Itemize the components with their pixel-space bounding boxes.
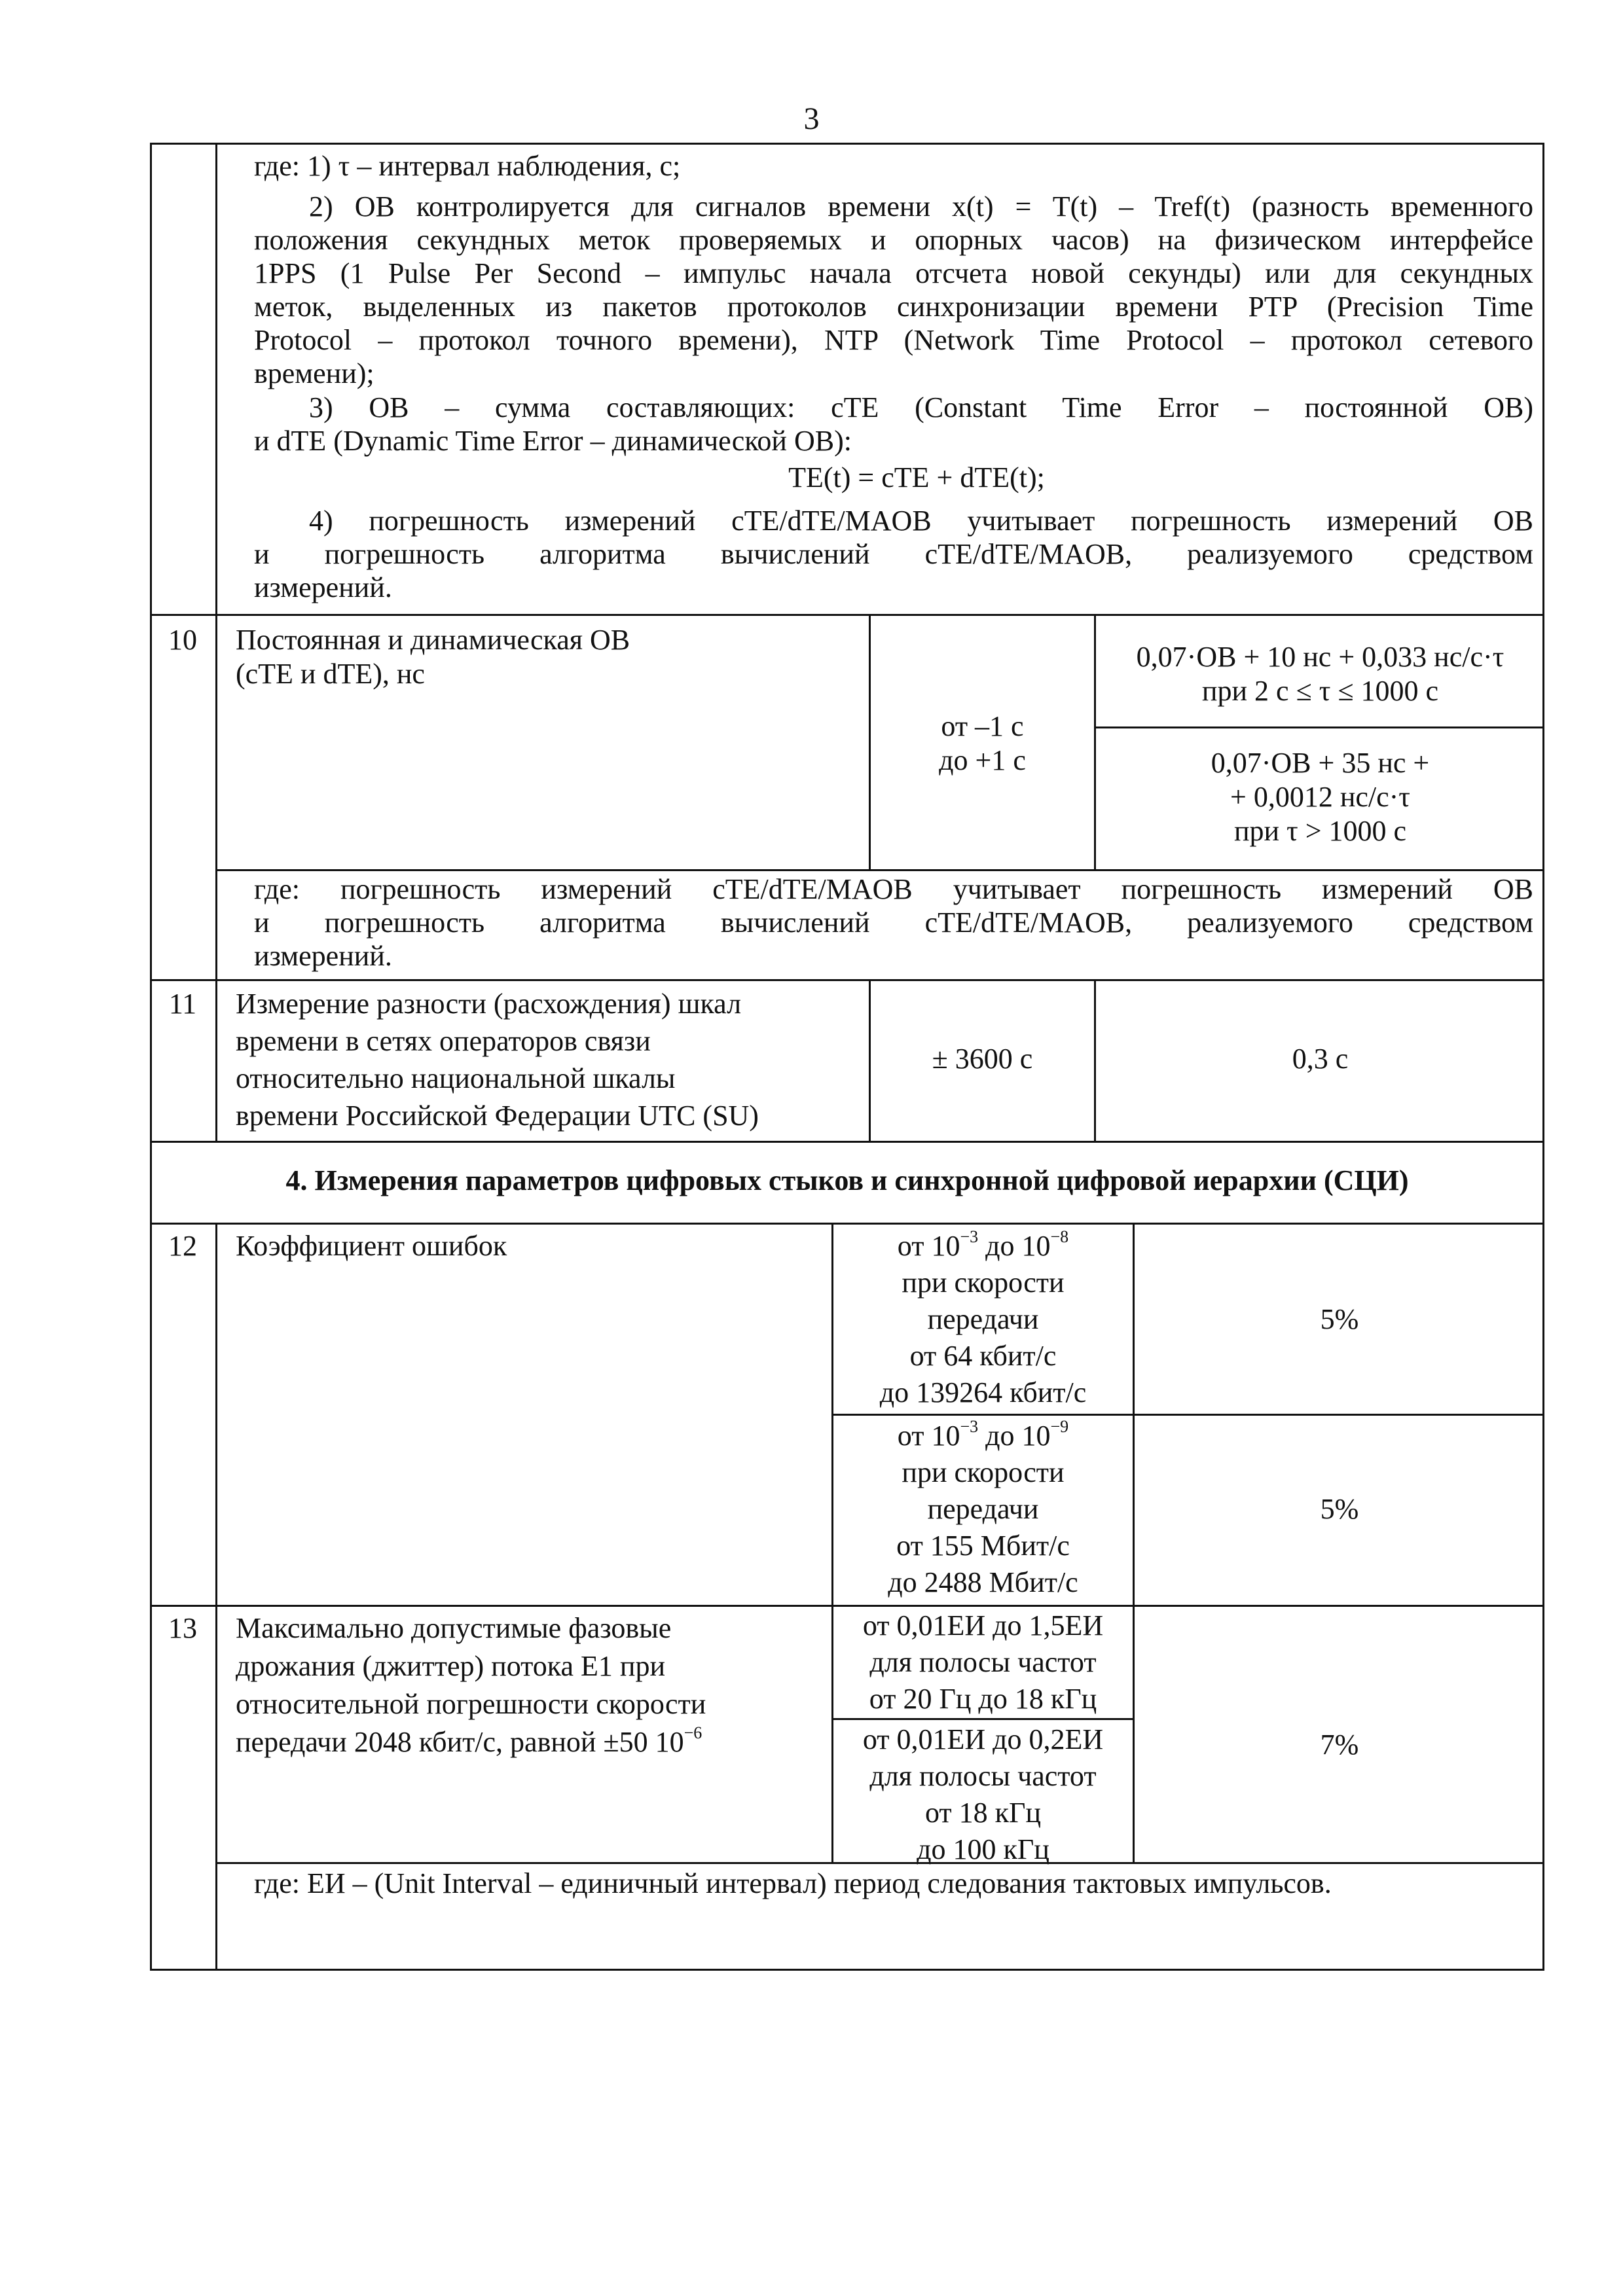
param-name: Постоянная и динамическая ОВ — [236, 624, 630, 656]
note-2-line: времени); — [254, 357, 374, 389]
range-value: до 139264 кбит/с — [879, 1376, 1087, 1408]
param-name: Измерение разности (расхождения) шкал — [236, 988, 742, 1020]
note-2-line: положения секундных меток проверяемых и опорных часов) на физическом интерфейсе — [254, 224, 1533, 256]
range-value: от 18 кГц — [924, 1797, 1041, 1829]
grid-line — [150, 614, 1544, 616]
range-value: от $10^{-3}$ до $10^{-9}$ — [897, 1417, 1069, 1452]
page-number: 3 — [803, 101, 820, 136]
accuracy-value: 7% — [1320, 1729, 1359, 1761]
grid-line — [150, 1605, 1544, 1607]
range-value: передачи — [927, 1303, 1039, 1335]
grid-line — [150, 1223, 1544, 1225]
note-line: где: погрешность измерений cTE/dTE/MAOB учитывает погрешность измерений ОВ — [254, 873, 1533, 905]
section-heading: 4. Измерения параметров цифровых стыков и синхронной цифровой иерархии (СЦИ) — [285, 1164, 1409, 1196]
range-value: передачи — [927, 1493, 1039, 1525]
note-tau: где: 1) τ – интервал наблюдения, с; — [254, 150, 681, 182]
row-number: 13 — [168, 1612, 197, 1644]
note-line: и погрешность алгоритма вычислений cTE/dTE/MAOB, реализуемого средством — [254, 906, 1533, 939]
note-2-line: 2) ОВ контролируется для сигналов времени x(t) = T(t) – Tref(t) (разность временного — [309, 190, 1533, 223]
param-name: Максимально допустимые фазовые — [236, 1612, 672, 1644]
grid-line — [215, 1223, 217, 1970]
range-value: до +1 с — [939, 744, 1026, 776]
param-name: Коэффициент ошибок — [236, 1230, 507, 1262]
row-number: 10 — [168, 624, 197, 656]
range-value: от 0,01ЕИ до 1,5ЕИ — [862, 1609, 1104, 1641]
accuracy-value: 0,07·ОВ + 10 нс + 0,033 нс/с·τ — [1136, 641, 1504, 673]
note-4-line: и погрешность алгоритма вычислений cTE/dTE/MAOB, реализуемого средством — [254, 538, 1533, 570]
range-value: от 20 Гц до 18 кГц — [869, 1683, 1097, 1715]
range-value: до 2488 Мбит/с — [888, 1566, 1078, 1598]
note-line: измерений. — [254, 940, 392, 972]
note-4-line: 4) погрешность измерений cTE/dTE/MAOB учитывает погрешность измерений ОВ — [309, 505, 1533, 537]
range-value: от 0,01ЕИ до 0,2ЕИ — [862, 1723, 1104, 1755]
accuracy-value: 0,3 с — [1292, 1043, 1349, 1075]
param-name: относительной погрешности скорости — [236, 1688, 706, 1720]
param-name: дрожания (джиттер) потока E1 при — [236, 1650, 666, 1682]
param-name: (cTE и dTE), нс — [236, 658, 425, 690]
grid-line — [1094, 726, 1544, 728]
accuracy-value: 0,07·ОВ + 35 нс + — [1211, 747, 1430, 779]
note-unit-interval: где: ЕИ – (Unit Interval – единичный интервал) период следования тактовых импульсов. — [254, 1867, 1332, 1899]
param-name: относительно национальной шкалы — [236, 1062, 676, 1094]
range-value: при скорости — [902, 1266, 1065, 1299]
note-2-line: меток, выделенных из пакетов протоколов синхронизации времени PTP (Precision Time — [254, 291, 1533, 323]
param-name: передачи 2048 кбит/с, равной ±50 $10^{-6}$ — [236, 1723, 702, 1758]
range-value: от 64 кбит/с — [909, 1340, 1057, 1372]
range-value: до 100 кГц — [917, 1833, 1049, 1865]
note-2-line: Protocol – протокол точного времени), NTP (Network Time Protocol – протокол сетевого — [254, 324, 1533, 356]
accuracy-value: при 2 с ≤ τ ≤ 1000 с — [1201, 675, 1439, 707]
grid-line — [831, 1718, 1133, 1720]
param-name: времени Российской Федерации UTC (SU) — [236, 1100, 759, 1132]
range-value: от 155 Мбит/с — [896, 1530, 1070, 1562]
note-3-line: 3) ОВ – сумма составляющих: cTE (Constant Time Error – постоянной ОВ) — [309, 391, 1533, 423]
accuracy-value: + 0,0012 нс/с·τ — [1230, 781, 1410, 813]
range-value: для полосы частот — [869, 1760, 1097, 1792]
accuracy-value: при τ > 1000 с — [1233, 815, 1407, 847]
accuracy-value: 5% — [1320, 1303, 1359, 1335]
note-2-line: 1PPS (1 Pulse Per Second – импульс начала отсчета новой секунды) или для секундных — [254, 257, 1533, 289]
grid-line — [215, 143, 217, 1141]
accuracy-value: 5% — [1320, 1493, 1359, 1525]
row-number: 11 — [168, 988, 197, 1020]
grid-line — [150, 979, 1544, 981]
note-4-line: измерений. — [254, 571, 392, 603]
range-value: ± 3600 с — [932, 1043, 1033, 1075]
param-name: времени в сетях операторов связи — [236, 1025, 651, 1057]
range-value: при скорости — [902, 1456, 1065, 1488]
row-number: 12 — [168, 1230, 197, 1262]
grid-line — [215, 869, 1544, 871]
range-value: для полосы частот — [869, 1646, 1097, 1678]
note-3-line: и dTE (Dynamic Time Error – динамической ОВ): — [254, 425, 852, 457]
grid-line — [150, 1141, 1544, 1143]
grid-line — [831, 1414, 1544, 1416]
formula-te: TE(t) = cTE + dTE(t); — [788, 461, 1045, 493]
range-value: от $10^{-3}$ до $10^{-8}$ — [897, 1227, 1069, 1262]
range-value: от –1 с — [941, 710, 1024, 742]
